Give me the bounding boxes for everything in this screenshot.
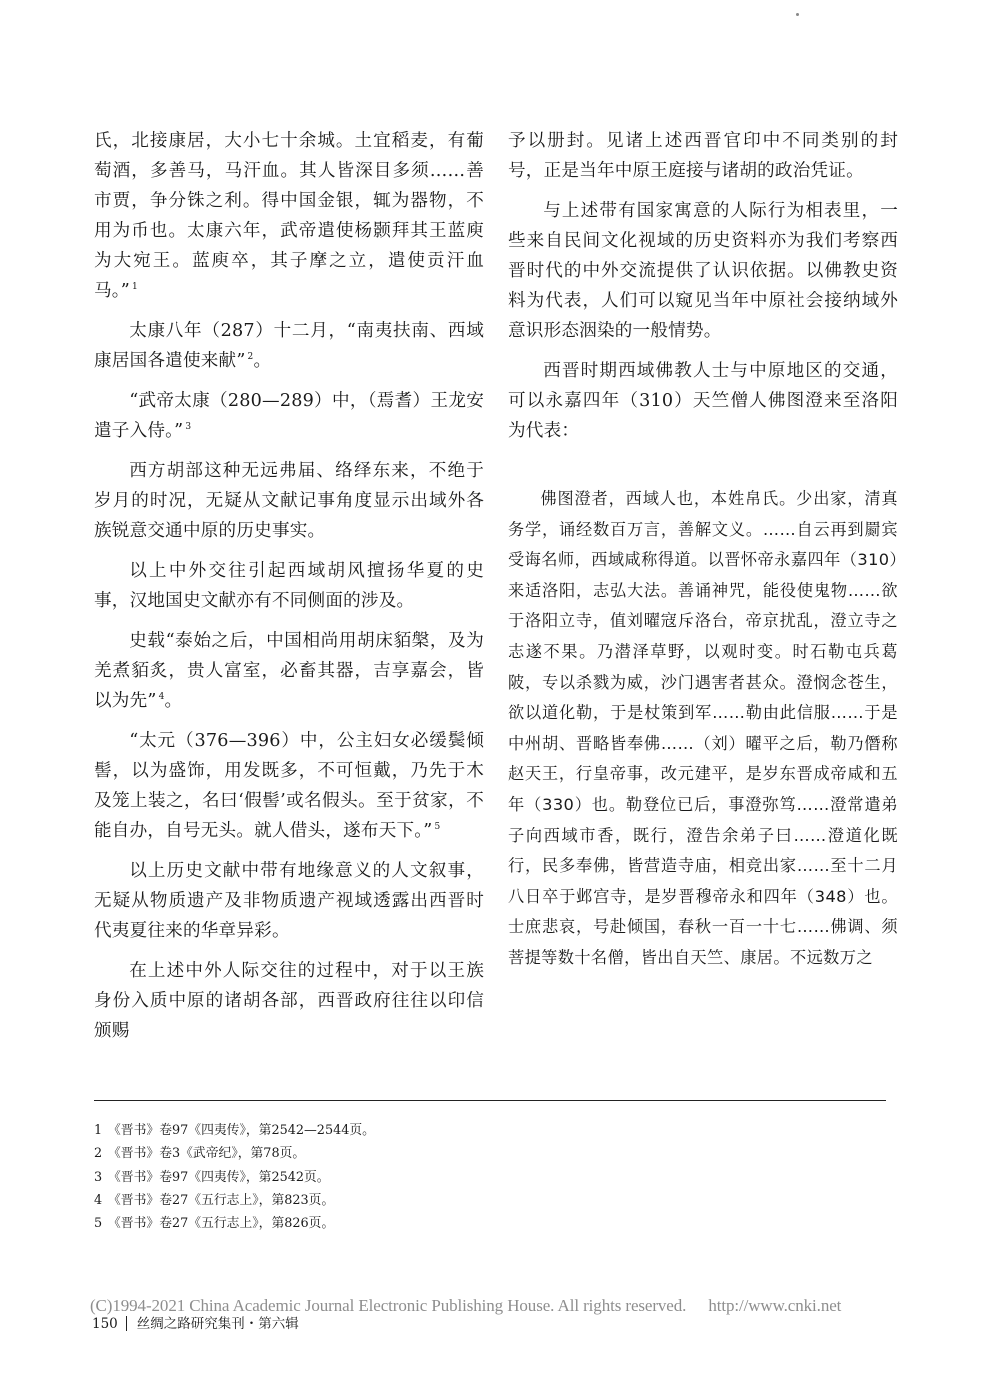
right-column: [508, 126, 898, 974]
body-paragraph: 氏，北接康居，大小七十余城。土宜稻麦，有葡萄酒，多善马，马汗血。其人皆深目多须……善市贾，争分铢之利。得中国金银，辄为器物，不用为币也。太康六年，武帝遣使杨颢拜其王蓝庾为大宛王。蓝庾卒，其子摩之立，遣使贡汗血马。” $^1$: [94, 131, 484, 301]
body-paragraph: 以上历史文献中带有地缘意义的人文叙事，无疑从物质遗产及非物质遗产视域透露出西晋时代夷夏往来的华章异彩。: [94, 861, 484, 941]
footnote-ref[interactable]: 5: [434, 822, 441, 833]
corner-mark: [796, 13, 799, 16]
footnote-item: [94, 1193, 886, 1209]
body-paragraph: 西方胡部这种无远弗届、络绎东来，不绝于岁月的时况，无疑从文献记事角度显示出域外各族锐意交通中原的历史事实。: [94, 461, 484, 541]
footnote-ref[interactable]: 2: [247, 352, 254, 363]
footnote-item: [94, 1170, 886, 1186]
footnote-text: 《晋书》卷97《四夷传》，第2542页。: [108, 1169, 330, 1185]
spacer: [508, 446, 898, 484]
left-column: [94, 126, 484, 1046]
body-paragraph: “太元（376—396）中，公主妇女必缓鬓倾髻，以为盛饰，用发既多，不可恒戴，乃先于木及笼上装之，名曰‘假髻’或名假头。至于贫家，不能自办，自号无头。就人借头，遂布天下。” $^5$: [94, 731, 484, 841]
body-paragraph: 西晋时期西域佛教人士与中原地区的交通，可以永嘉四年（310）天竺僧人佛图澄来至洛阳为代表：: [508, 361, 898, 441]
footnote-text: 《晋书》卷97《四夷传》，第2542—2544页。: [108, 1123, 375, 1138]
body-paragraph: 太康八年（287）十二月，“南夷扶南、西域康居国各遣使来献” $^2$。: [94, 321, 484, 371]
body-paragraph: 予以册封。见诸上述西晋官印中不同类别的封号，正是当年中原王庭接与诸胡的政治凭证。: [508, 131, 898, 181]
body-paragraph: 史载“泰始之后，中国相尚用胡床貊槃，及为羌煮貊炙，贵人富室，必畜其器，吉享嘉会，皆以为先” $^4$。: [94, 631, 484, 711]
footnote-ref[interactable]: 3: [185, 422, 192, 433]
body-paragraph: 在上述中外人际交往的过程中，对于以王族身份入质中原的诸胡各部，西晋政府往往以印信颁赐: [94, 961, 484, 1041]
copyright-url[interactable]: http://www.cnki.net: [708, 1296, 842, 1315]
footer-separator: [126, 1316, 127, 1331]
body-paragraph: 与上述带有国家寓意的人际行为相表里，一些来自民间文化视域的历史资料亦为我们考察西晋时代的中外交流提供了认识依据。以佛教史资料为代表，人们可以窥见当年中原社会接纳域外意识形态洇染的一般情势。: [508, 201, 898, 341]
footnote-text: 《晋书》卷27《五行志上》，第826页。: [108, 1216, 335, 1232]
page-footer: [92, 1312, 299, 1332]
footnote-item: [94, 1123, 886, 1139]
footnote-number: 2: [94, 1146, 103, 1162]
footnote-item: [94, 1146, 886, 1162]
footnote-number: 3: [94, 1169, 103, 1185]
page-number: 150: [92, 1316, 118, 1332]
footnote-ref[interactable]: 4: [158, 692, 165, 703]
footnote-ref[interactable]: 1: [131, 282, 138, 293]
body-paragraph: 以上中外交往引起西域胡风擅扬华夏的史事，汉地国史文献亦有不同侧面的涉及。: [94, 561, 484, 611]
footnote-number: 4: [94, 1192, 103, 1208]
block-quote: 佛图澄者，西域人也，本姓帛氏。少出家，清真务学，诵经数百万言，善解文义。……自云再到罽宾受诲名师，西域咸称得道。以晋怀帝永嘉四年（310）来适洛阳，志弘大法。善诵神咒，能役使鬼物……欲于洛阳立寺，值刘曜寇斥洛台，帝京扰乱，澄立寺之志遂不果。乃潜泽草野，以观时变。时石勒屯兵葛陂，专以杀戮为威，沙门遇害者甚众。澄悯念苍生，欲以道化勒，于是杖策到军……勒由此信服……于是中州胡、晋略皆奉佛……（刘）曜平之后，勒乃僭称赵天王，行皇帝事，改元建平，是岁东晋成帝咸和五年（330）也。勒登位已后，事澄弥笃……澄常遣弟子向西域市香，既行，澄告余弟子曰……澄道化既行，民多奉佛，皆营造寺庙，相竞出家……至十二月八日卒于邺宫寺，是岁晋穆帝永和四年（348）也。士庶悲哀，号赴倾国，春秋一百一十七……佛调、须菩提等数十名僧，皆出自天竺、康居。不远数万之: [508, 489, 898, 967]
footnote-number: 1: [94, 1123, 103, 1138]
body-paragraph: “武帝太康（280—289）中，（焉耆）王龙安遣子入侍。” $^3$: [94, 391, 484, 441]
footnote-text: 《晋书》卷27《五行志上》，第823页。: [108, 1192, 335, 1208]
footnote-item: [94, 1216, 886, 1232]
footnote-list: [94, 1123, 886, 1239]
footnote-number: 5: [94, 1216, 103, 1232]
journal-title: 丝绸之路研究集刊・第六辑: [136, 1316, 299, 1332]
footnote-divider: [94, 1100, 886, 1101]
footnote-text: 《晋书》卷3《武帝纪》，第78页。: [108, 1146, 306, 1162]
copyright-text: (C)1994-2021 China Academic Journal Electronic Publishing House. All rights reserved.: [90, 1296, 687, 1315]
